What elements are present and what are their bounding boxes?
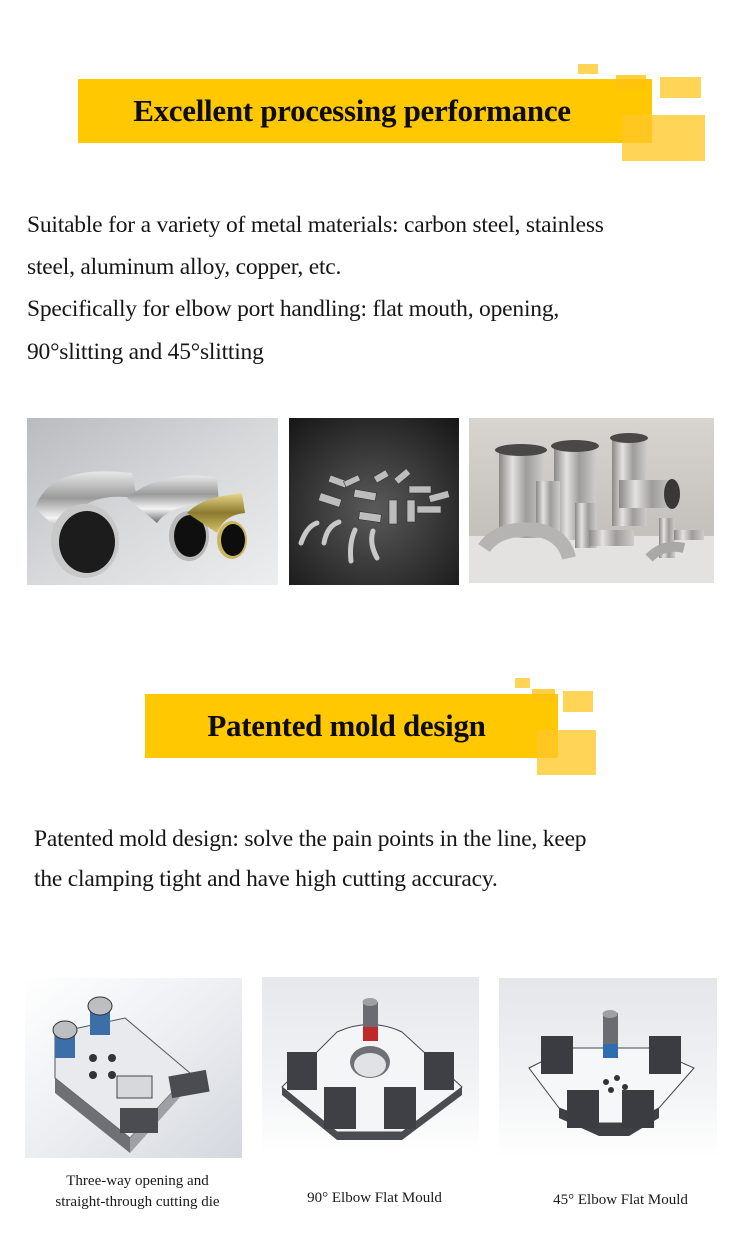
caption-line: 90° Elbow Flat Mould: [307, 1190, 442, 1206]
paragraph-line: Suitable for a variety of metal materials: carbon steel, stainless: [27, 212, 604, 238]
section-title: Patented mold design: [207, 708, 486, 743]
decor-square: [537, 730, 558, 758]
mold-image-three-way: [25, 978, 242, 1158]
decor-square: [616, 75, 646, 89]
paragraph-line: 90°slitting and 45°slitting: [27, 339, 264, 365]
section-banner: [145, 694, 558, 758]
caption-line: straight-through cutting die: [55, 1194, 220, 1210]
mold-caption: [25, 1171, 250, 1213]
mold-caption: [508, 1190, 733, 1211]
section-banner: [78, 79, 652, 143]
paragraph-line: the clamping tight and have high cutting accuracy.: [34, 866, 498, 892]
section-title: Excellent processing performance: [133, 93, 571, 128]
paragraph-line: steel, aluminum alloy, copper, etc.: [27, 254, 342, 280]
mold-image-45-elbow: [499, 978, 717, 1158]
mold-caption: [262, 1188, 487, 1209]
decor-square: [622, 115, 652, 143]
paragraph-line: Patented mold design: solve the pain points in the line, keep: [34, 826, 587, 852]
product-photo-press-fittings: [469, 418, 714, 583]
decor-square: [515, 678, 530, 688]
product-photo-elbow-pipes: [27, 418, 278, 585]
paragraph-line: Specifically for elbow port handling: flat mouth, opening,: [27, 296, 560, 322]
decor-square: [578, 64, 598, 74]
decor-square: [660, 77, 701, 98]
mold-image-90-elbow: [262, 977, 479, 1155]
caption-line: 45° Elbow Flat Mould: [553, 1192, 688, 1208]
decor-square: [532, 689, 555, 702]
caption-line: Three-way opening and: [66, 1173, 209, 1189]
decor-square: [563, 691, 593, 712]
product-photo-small-fittings: [289, 418, 459, 585]
